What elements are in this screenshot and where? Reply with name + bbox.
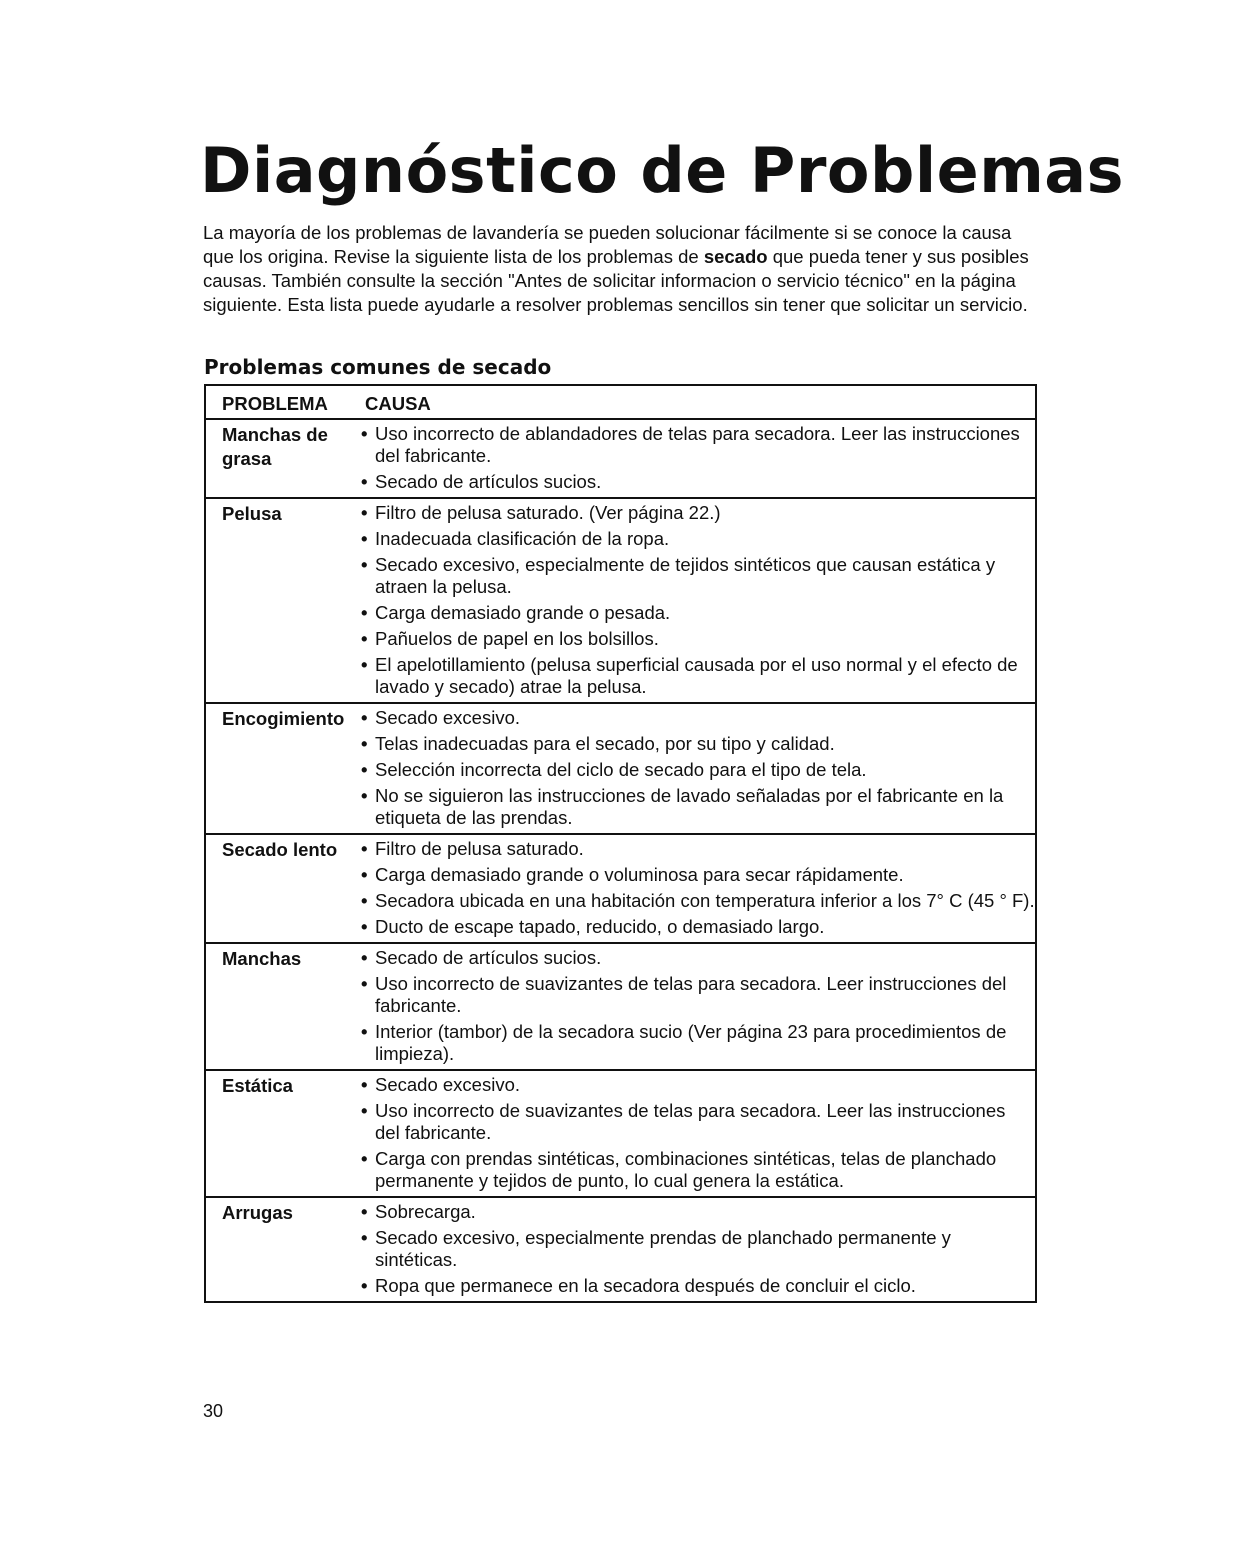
cause-cell <box>345 419 1036 498</box>
intro-emphasis: secado <box>703 246 768 267</box>
table-row <box>205 1197 1036 1302</box>
list-item <box>361 528 1035 550</box>
bullet-icon: • <box>361 973 368 994</box>
problem-label: Estática <box>205 1070 345 1197</box>
list-item <box>361 471 1035 493</box>
cause-text: Secado de artículos sucios. <box>375 471 602 492</box>
table-row <box>205 834 1036 943</box>
list-item <box>361 864 1035 886</box>
cause-cell <box>345 498 1036 703</box>
bullet-icon: • <box>361 838 368 859</box>
list-item <box>361 1201 1035 1223</box>
cause-text: Inadecuada clasificación de la ropa. <box>375 528 670 549</box>
list-item <box>361 890 1035 912</box>
cause-text: Telas inadecuadas para el secado, por su tipo y calidad. <box>375 733 835 754</box>
list-item <box>361 554 1035 598</box>
bullet-icon: • <box>361 1148 368 1169</box>
bullet-icon: • <box>361 864 368 885</box>
header-cause: CAUSA <box>345 385 1036 419</box>
bullet-icon: • <box>361 423 368 444</box>
list-item <box>361 1074 1035 1096</box>
table-row <box>205 1070 1036 1197</box>
header-problem: PROBLEMA <box>205 385 345 419</box>
bullet-icon: • <box>361 1227 368 1248</box>
cause-text: Secadora ubicada en una habitación con temperatura inferior a los 7° C (45 ° F). <box>375 890 1035 911</box>
table-body <box>205 419 1036 1302</box>
cause-text: Secado excesivo, especialmente prendas de planchado permanente y sintéticas. <box>375 1227 951 1270</box>
cause-text: Secado excesivo, especialmente de tejidos sintéticos que causan estática y atraen la pelusa. <box>375 554 996 597</box>
table-row <box>205 703 1036 834</box>
cause-text: Carga demasiado grande o voluminosa para secar rápidamente. <box>375 864 904 885</box>
bullet-icon: • <box>361 554 368 575</box>
bullet-icon: • <box>361 502 368 523</box>
list-item <box>361 947 1035 969</box>
cause-text: Uso incorrecto de suavizantes de telas para secadora. Leer las instrucciones del fabricante. <box>375 1100 1006 1143</box>
cause-list <box>361 838 1035 938</box>
intro-text-start: La mayoría de los problemas de lavandería se pueden solucionar fácilmente si se conoce la causa que los origina. Revise la siguiente lista de los problemas de <box>203 222 1012 267</box>
cause-text: Pañuelos de papel en los bolsillos. <box>375 628 659 649</box>
list-item <box>361 502 1035 524</box>
problem-label: Arrugas <box>205 1197 345 1302</box>
intro-text-end: que pueda tener y sus posibles causas. También consulte la sección "Antes de solicitar informacion o servicio técnico" en la página siguiente. Esta lista puede ayudarle a resolver problemas sencillos sin tener que solicitar un servicio. <box>203 246 1029 315</box>
bullet-icon: • <box>361 733 368 754</box>
bullet-icon: • <box>361 707 368 728</box>
cause-text: Carga demasiado grande o pesada. <box>375 602 671 623</box>
cause-list <box>361 423 1035 493</box>
problem-label: Encogimiento <box>205 703 345 834</box>
cause-text: Uso incorrecto de ablandadores de telas para secadora. Leer las instrucciones del fabricante. <box>375 423 1020 466</box>
bullet-icon: • <box>361 947 368 968</box>
problem-label: Manchas de grasa <box>205 419 345 498</box>
cause-cell <box>345 943 1036 1070</box>
cause-text: Carga con prendas sintéticas, combinaciones sintéticas, telas de planchado permanente y tejidos de punto, lo cual genera la estática. <box>375 1148 997 1191</box>
bullet-icon: • <box>361 628 368 649</box>
cause-text: Ropa que permanece en la secadora después de concluir el ciclo. <box>375 1275 916 1296</box>
problem-label: Secado lento <box>205 834 345 943</box>
bullet-icon: • <box>361 1100 368 1121</box>
cause-text: Secado excesivo. <box>375 707 521 728</box>
cause-text: Filtro de pelusa saturado. (Ver página 22.) <box>375 502 721 523</box>
section-title: Problemas comunes de secado <box>204 355 552 379</box>
list-item <box>361 602 1035 624</box>
bullet-icon: • <box>361 916 368 937</box>
troubleshooting-table <box>204 384 1037 1303</box>
cause-list <box>361 947 1035 1065</box>
cause-text: Ducto de escape tapado, reducido, o demasiado largo. <box>375 916 825 937</box>
list-item <box>361 838 1035 860</box>
table-header-row <box>205 385 1036 419</box>
table-row <box>205 943 1036 1070</box>
bullet-icon: • <box>361 602 368 623</box>
list-item <box>361 628 1035 650</box>
table-row <box>205 498 1036 703</box>
list-item <box>361 1148 1035 1192</box>
cause-text: El apelotillamiento (pelusa superficial causada por el uso normal y el efecto de lavado y secado) atrae la pelusa. <box>375 654 1018 697</box>
list-item <box>361 1275 1035 1297</box>
list-item <box>361 733 1035 755</box>
intro-paragraph <box>203 221 1033 317</box>
cause-cell <box>345 1070 1036 1197</box>
cause-text: Filtro de pelusa saturado. <box>375 838 584 859</box>
table-row <box>205 419 1036 498</box>
page-title: Diagnóstico de Problemas <box>200 134 1125 207</box>
page-number: 30 <box>203 1401 224 1421</box>
problem-label: Pelusa <box>205 498 345 703</box>
bullet-icon: • <box>361 1275 368 1296</box>
cause-text: No se siguieron las instrucciones de lavado señaladas por el fabricante en la etiqueta de las prendas. <box>375 785 1004 828</box>
bullet-icon: • <box>361 471 368 492</box>
cause-list <box>361 1074 1035 1192</box>
cause-text: Sobrecarga. <box>375 1201 476 1222</box>
bullet-icon: • <box>361 1021 368 1042</box>
bullet-icon: • <box>361 890 368 911</box>
bullet-icon: • <box>361 785 368 806</box>
list-item <box>361 707 1035 729</box>
list-item <box>361 916 1035 938</box>
cause-list <box>361 502 1035 698</box>
problem-label: Manchas <box>205 943 345 1070</box>
bullet-icon: • <box>361 759 368 780</box>
cause-cell <box>345 703 1036 834</box>
list-item <box>361 759 1035 781</box>
cause-text: Interior (tambor) de la secadora sucio (Ver página 23 para procedimientos de limpieza). <box>375 1021 1007 1064</box>
bullet-icon: • <box>361 528 368 549</box>
list-item <box>361 785 1035 829</box>
list-item <box>361 654 1035 698</box>
cause-list <box>361 707 1035 829</box>
list-item <box>361 1100 1035 1144</box>
cause-list <box>361 1201 1035 1297</box>
cause-text: Selección incorrecta del ciclo de secado para el tipo de tela. <box>375 759 867 780</box>
cause-text: Uso incorrecto de suavizantes de telas para secadora. Leer instrucciones del fabricante. <box>375 973 1007 1016</box>
list-item <box>361 1227 1035 1271</box>
cause-text: Secado excesivo. <box>375 1074 521 1095</box>
cause-text: Secado de artículos sucios. <box>375 947 602 968</box>
cause-cell <box>345 834 1036 943</box>
bullet-icon: • <box>361 1201 368 1222</box>
list-item <box>361 423 1035 467</box>
bullet-icon: • <box>361 1074 368 1095</box>
list-item <box>361 1021 1035 1065</box>
cause-cell <box>345 1197 1036 1302</box>
list-item <box>361 973 1035 1017</box>
bullet-icon: • <box>361 654 368 675</box>
